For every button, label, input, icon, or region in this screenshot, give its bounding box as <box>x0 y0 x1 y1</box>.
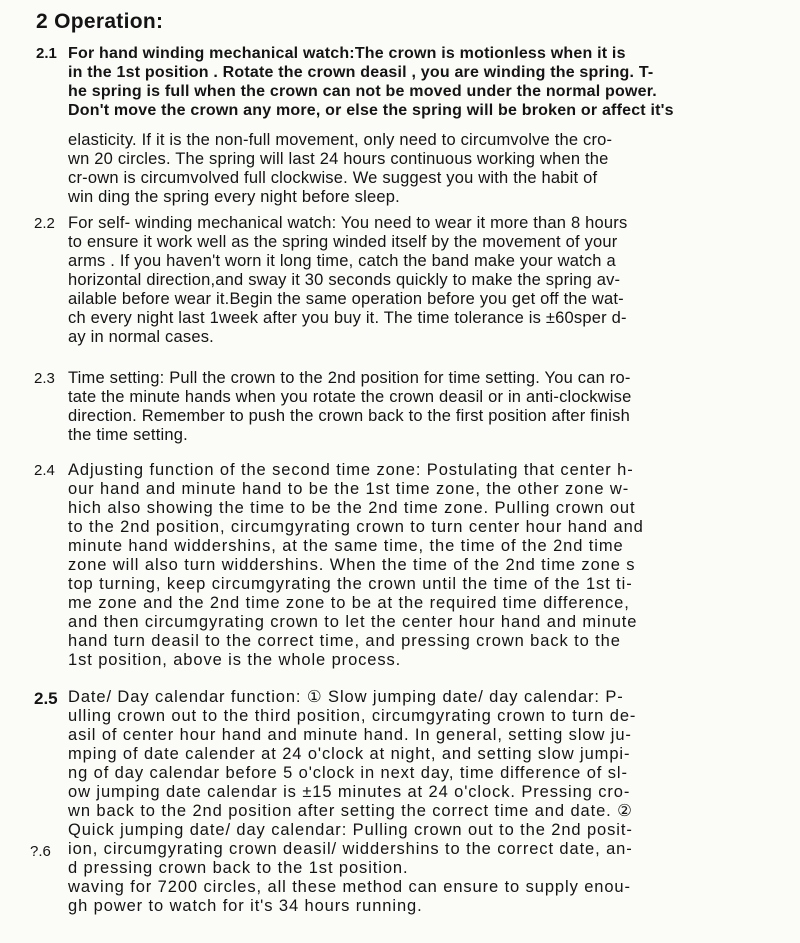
text-line: waving for 7200 circles, all these method can ensure to supply enou- <box>68 878 631 896</box>
text-line: mping of date calender at 24 o'clock at night, and setting slow jumpi- <box>68 745 631 763</box>
text-line: our hand and minute hand to be the 1st time zone, the other zone w- <box>68 480 630 498</box>
section-number: 2.2 <box>34 215 55 232</box>
text-line: 1st position, above is the whole process. <box>68 651 402 669</box>
text-line: hich also showing the time to be the 2nd time zone. Pulling crown out <box>68 499 636 517</box>
text-line: ailable before wear it.Begin the same operation before you get off the wat- <box>68 290 624 308</box>
text-line: elasticity. If it is the non-full movement, only need to circumvolve the cro- <box>68 131 613 149</box>
page-title: 2 Operation: <box>36 10 164 33</box>
text-line: Don't move the crown any more, or else the spring will be broken or affect it's <box>68 102 674 119</box>
text-line: arms . If you haven't worn it long time, catch the band make your watch a <box>68 252 616 270</box>
text-line: d pressing crown back to the 1st position. <box>68 859 409 877</box>
text-line: ay in normal cases. <box>68 328 214 346</box>
text-line: he spring is full when the crown can not be moved under the normal power. <box>68 83 657 100</box>
text-line: Adjusting function of the second time zone: Postulating that center h- <box>68 461 634 479</box>
text-line: ion, circumgyrating crown deasil/ widdershins to the correct date, an- <box>68 840 633 858</box>
text-line: Time setting: Pull the crown to the 2nd position for time setting. You can ro- <box>68 369 631 387</box>
text-line: and then circumgyrating crown to let the center hour hand and minute <box>68 613 638 631</box>
text-line: in the 1st position . Rotate the crown deasil , you are winding the spring. T- <box>68 64 654 81</box>
text-line: to the 2nd position, circumgyrating crown to turn center hour hand and <box>68 518 644 536</box>
text-line: zone will also turn widdershins. When the time of the 2nd time zone s <box>68 556 636 574</box>
text-line: asil of center hour hand and minute hand. In general, setting slow ju- <box>68 726 632 744</box>
text-line: Quick jumping date/ day calendar: Pulling crown out to the 2nd posit- <box>68 821 633 839</box>
text-line: top turning, keep circumgyrating the crown until the time of the 1st ti- <box>68 575 633 593</box>
text-line: wn back to the 2nd position after setting the correct time and date. ② <box>68 802 633 820</box>
text-line: For self- winding mechanical watch: You need to wear it more than 8 hours <box>68 214 628 232</box>
text-line: horizontal direction,and sway it 30 seconds quickly to make the spring av- <box>68 271 621 289</box>
text-line: me zone and the 2nd time zone to be at the required time difference, <box>68 594 630 612</box>
section-number: ?.6 <box>30 843 51 860</box>
section-number: 2.5 <box>34 689 58 708</box>
text-line: For hand winding mechanical watch:The crown is motionless when it is <box>68 45 626 62</box>
section-number: 2.1 <box>36 45 57 62</box>
text-line: ng of day calendar before 5 o'clock in next day, time difference of sl- <box>68 764 628 782</box>
text-line: win ding the spring every night before sleep. <box>68 188 400 206</box>
section-number: 2.3 <box>34 370 55 387</box>
text-line: wn 20 circles. The spring will last 24 hours continuous working when the <box>68 150 609 168</box>
text-line: minute hand widdershins, at the same time, the time of the 2nd time <box>68 537 624 555</box>
section-number: 2.4 <box>34 462 55 479</box>
text-line: direction. Remember to push the crown back to the first position after finish <box>68 407 630 425</box>
text-line: Date/ Day calendar function: ① Slow jumping date/ day calendar: P- <box>68 688 624 706</box>
text-line: ch every night last 1week after you buy it. The time tolerance is ±60sper d- <box>68 309 627 327</box>
text-line: the time setting. <box>68 426 188 444</box>
text-line: ow jumping date calendar is ±15 minutes at 24 o'clock. Pressing cro- <box>68 783 631 801</box>
text-line: cr-own is circumvolved full clockwise. We suggest you with the habit of <box>68 169 598 187</box>
text-line: ulling crown out to the third position, circumgyrating crown to turn de- <box>68 707 637 725</box>
text-line: to ensure it work well as the spring winded itself by the movement of your <box>68 233 618 251</box>
text-line: hand turn deasil to the correct time, and pressing crown back to the <box>68 632 621 650</box>
text-line: tate the minute hands when you rotate the crown deasil or in anti-clockwise <box>68 388 632 406</box>
text-line: gh power to watch for it's 34 hours running. <box>68 897 423 915</box>
